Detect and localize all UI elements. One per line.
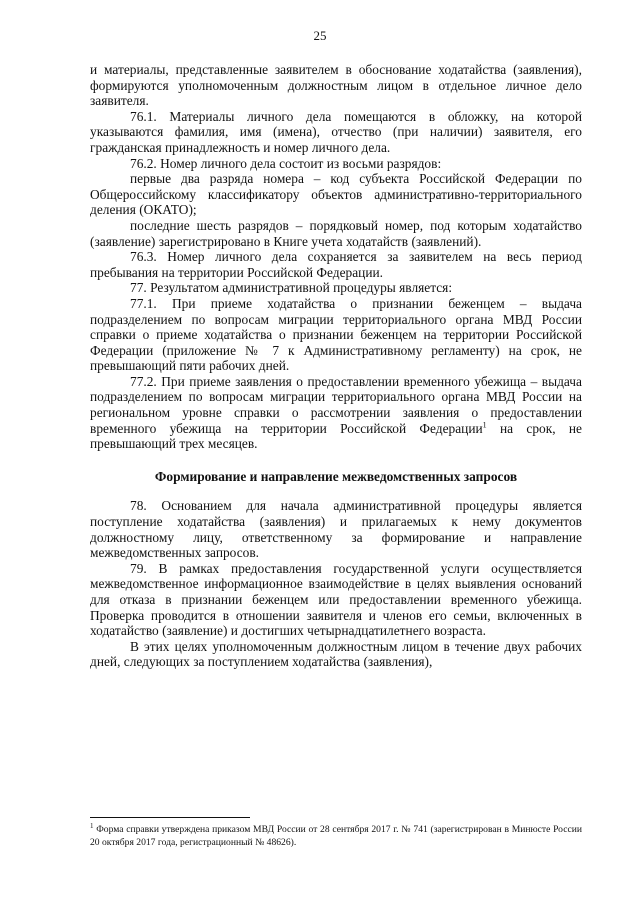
- paragraph-77-2-tail: на срок, не превышающий трех месяцев.: [90, 420, 583, 452]
- paragraph-intro: и материалы, представленные заявителем в обоснование ходатайства (заявления), формируются уполномоченным должностным лицом в отдельное личное дело заявителя.: [90, 62, 582, 109]
- page-number: 25: [313, 28, 327, 43]
- paragraph-76-2-item-last: последние шесть разрядов – порядковый номер, под которым ходатайство (заявление) зарегистрировано в Книге учета ходатайств (заявлений).: [90, 217, 582, 249]
- paragraph-76-2: 76.2. Номер личного дела состоит из восьми разрядов:: [130, 155, 442, 171]
- footnote-text: Форма справки утверждена приказом МВД России от 28 сентября 2017 г. № 741 (зарегистрирован в Минюсте России 20 октября 2017 года, регистрационный № 48626).: [90, 824, 582, 848]
- paragraph-77-2-main: 77.2. При приеме заявления о предоставлении временного убежища – выдача подразделением по вопросам миграции территориального органа МВД России на региональном уровне справки о рассмотрении заявления о предоставлении временного убежища на территории Российской Федерации: [90, 373, 582, 436]
- paragraph-76-2-item-first: первые два разряда номера – код субъекта Российской Федерации по Общероссийскому классификатору объектов административно-территориального деления (ОКАТО);: [90, 171, 582, 218]
- paragraph-79: 79. В рамках предоставления государственной услуги осуществляется межведомственное информационное взаимодействие в целях выявления оснований для отказа в признании беженцем или предоставлении временного убежища. Проверка проводится в отношении заявителя и членов его семьи, включенных в ходатайство (заявление) и достигших четырнадцатилетнего возраста.: [90, 560, 582, 639]
- paragraph-final: В этих целях уполномоченным должностным лицом в течение двух рабочих дней, следующих за поступлением ходатайства (заявления),: [90, 638, 582, 670]
- paragraph-78: 78. Основанием для начала административной процедуры является поступление ходатайства (заявления) и прилагаемых к нему документов должностному лицу, ответственному за формирование и направление межведомственных запросов.: [90, 498, 582, 561]
- paragraph-77-1: 77.1. При приеме ходатайства о признании беженцем – выдача подразделением по вопросам миграции территориального органа МВД России справки о приеме ходатайства о признании беженцем на территории Российской Федерации (приложение № 7 к Административному регламенту) на срок, не превышающий пяти рабочих дней.: [90, 295, 582, 374]
- body-text: [90, 62, 582, 670]
- paragraph-77: 77. Результатом административной процедуры является:: [130, 280, 453, 296]
- footnote-reference: 1: [482, 420, 487, 430]
- paragraph-76-1: 76.1. Материалы личного дела помещаются в обложку, на которой указываются фамилия, имя (имена), отчество (при наличии) заявителя, его гражданская принадлежность и номер личного дела.: [90, 108, 582, 155]
- footnote: [90, 821, 582, 849]
- paragraph-76-3: 76.3. Номер личного дела сохраняется за заявителем на весь период пребывания на территории Российской Федерации.: [90, 249, 582, 280]
- footnote-marker: 1: [90, 821, 94, 830]
- paragraph-77-2: [90, 374, 582, 452]
- section-heading: Формирование и направление межведомственных запросов: [154, 468, 518, 484]
- footnote-separator: [90, 817, 250, 818]
